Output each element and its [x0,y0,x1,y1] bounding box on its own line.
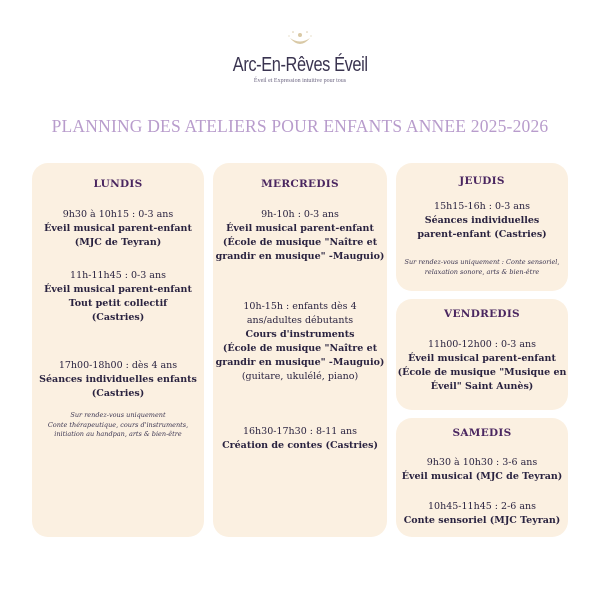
slot-mercredi-2 [213,300,387,384]
slot-activity: Conte sensoriel (MJC Teyran) [403,515,561,526]
slot-activity: Éveil musical (MJC de Teyran) [401,471,563,482]
slot-group: Tout petit collectif [68,298,168,309]
day-heading: SAMEDIS [452,427,512,439]
moon-star-logo-icon [280,28,320,52]
slot-mercredi-1 [213,208,387,264]
slot-location: (École de musique "Naître et [222,343,378,354]
slot-jeudi-1 [396,200,568,242]
card-lundis [32,163,204,537]
slot-time: 17h00-18h00 : dès 4 ans [58,360,178,371]
slot-activity: Séances individuelles [424,215,540,226]
slot-activity: Création de contes (Castries) [222,440,378,451]
slot-activity: Cours d'instruments [245,329,355,340]
slot-location: grandir en musique" -Mauguio) [215,251,385,262]
note-line: Sur rendez-vous uniquement : Conte sensoriel, [404,258,560,266]
note-line: Sur rendez-vous uniquement [70,411,166,419]
slot-activity: Éveil musical parent-enfant [226,223,374,234]
slot-time: 10h-15h : enfants dès 4 [243,301,357,312]
slot-location: Éveil" Saint Aunès) [430,381,534,392]
slot-vendredi-1 [396,338,568,394]
slot-location: (École de musique "Musique en [397,367,567,378]
slot-time: 9h-10h : 0-3 ans [261,209,339,220]
slot-location: (Castries) [91,388,145,399]
day-heading: JEUDIS [459,175,505,187]
slot-lundi-3 [32,359,204,401]
jeudi-note [396,258,568,277]
slot-time: 16h30-17h30 : 8-11 ans [242,426,358,437]
slot-instruments: (guitare, ukulélé, piano) [241,371,359,382]
slot-location: (Castries) [91,312,145,323]
lundi-note [32,411,204,440]
slot-time: 11h00-12h00 : 0-3 ans [427,339,537,350]
note-line: initiation au handpan, arts & bien-être [54,430,182,438]
brand-name: Arc-En-Rêves Éveil [232,54,368,76]
card-jeudis [396,163,568,291]
slot-location: grandir en musique" -Mauguio) [215,357,385,368]
note-line: Conte thérapeutique, cours d'instruments, [47,420,189,429]
slot-mercredi-3 [213,425,387,453]
day-heading: VENDREDIS [444,308,520,320]
brand-tagline: Éveil et Expression intuitive pour tous [253,78,347,84]
brand-logo [0,28,600,84]
slot-activity: Éveil musical parent-enfant [44,284,192,295]
slot-location: (MJC de Teyran) [74,237,162,248]
slot-time: 15h15-16h : 0-3 ans [434,201,530,212]
slot-time: 9h30 à 10h30 : 3-6 ans [426,457,538,468]
slot-activity: Éveil musical parent-enfant [44,223,192,234]
card-samedis [396,418,568,537]
slot-samedi-2 [396,500,568,528]
slot-time: 10h45-11h45 : 2-6 ans [427,501,537,512]
page-title: PLANNING DES ATELIERS POUR ENFANTS ANNEE 2025-2026 [51,116,549,136]
slot-samedi-1 [396,456,568,484]
slot-time: 11h-11h45 : 0-3 ans [70,270,166,281]
card-mercredis [213,163,387,537]
slot-lundi-2 [32,269,204,325]
day-heading: MERCREDIS [261,178,339,190]
slot-location: parent-enfant (Castries) [417,229,547,240]
slot-lundi-1 [32,208,204,250]
card-vendredis [396,299,568,410]
slot-activity: Éveil musical parent-enfant [408,353,556,364]
slot-location: (École de musique "Naître et [222,237,378,248]
note-line: relaxation sonore, arts & bien-être [424,267,540,276]
slot-time: 9h30 à 10h15 : 0-3 ans [62,209,174,220]
day-heading: LUNDIS [93,178,143,190]
slot-time: ans/adultes débutants [246,315,354,326]
slot-activity: Séances individuelles enfants [39,374,197,385]
